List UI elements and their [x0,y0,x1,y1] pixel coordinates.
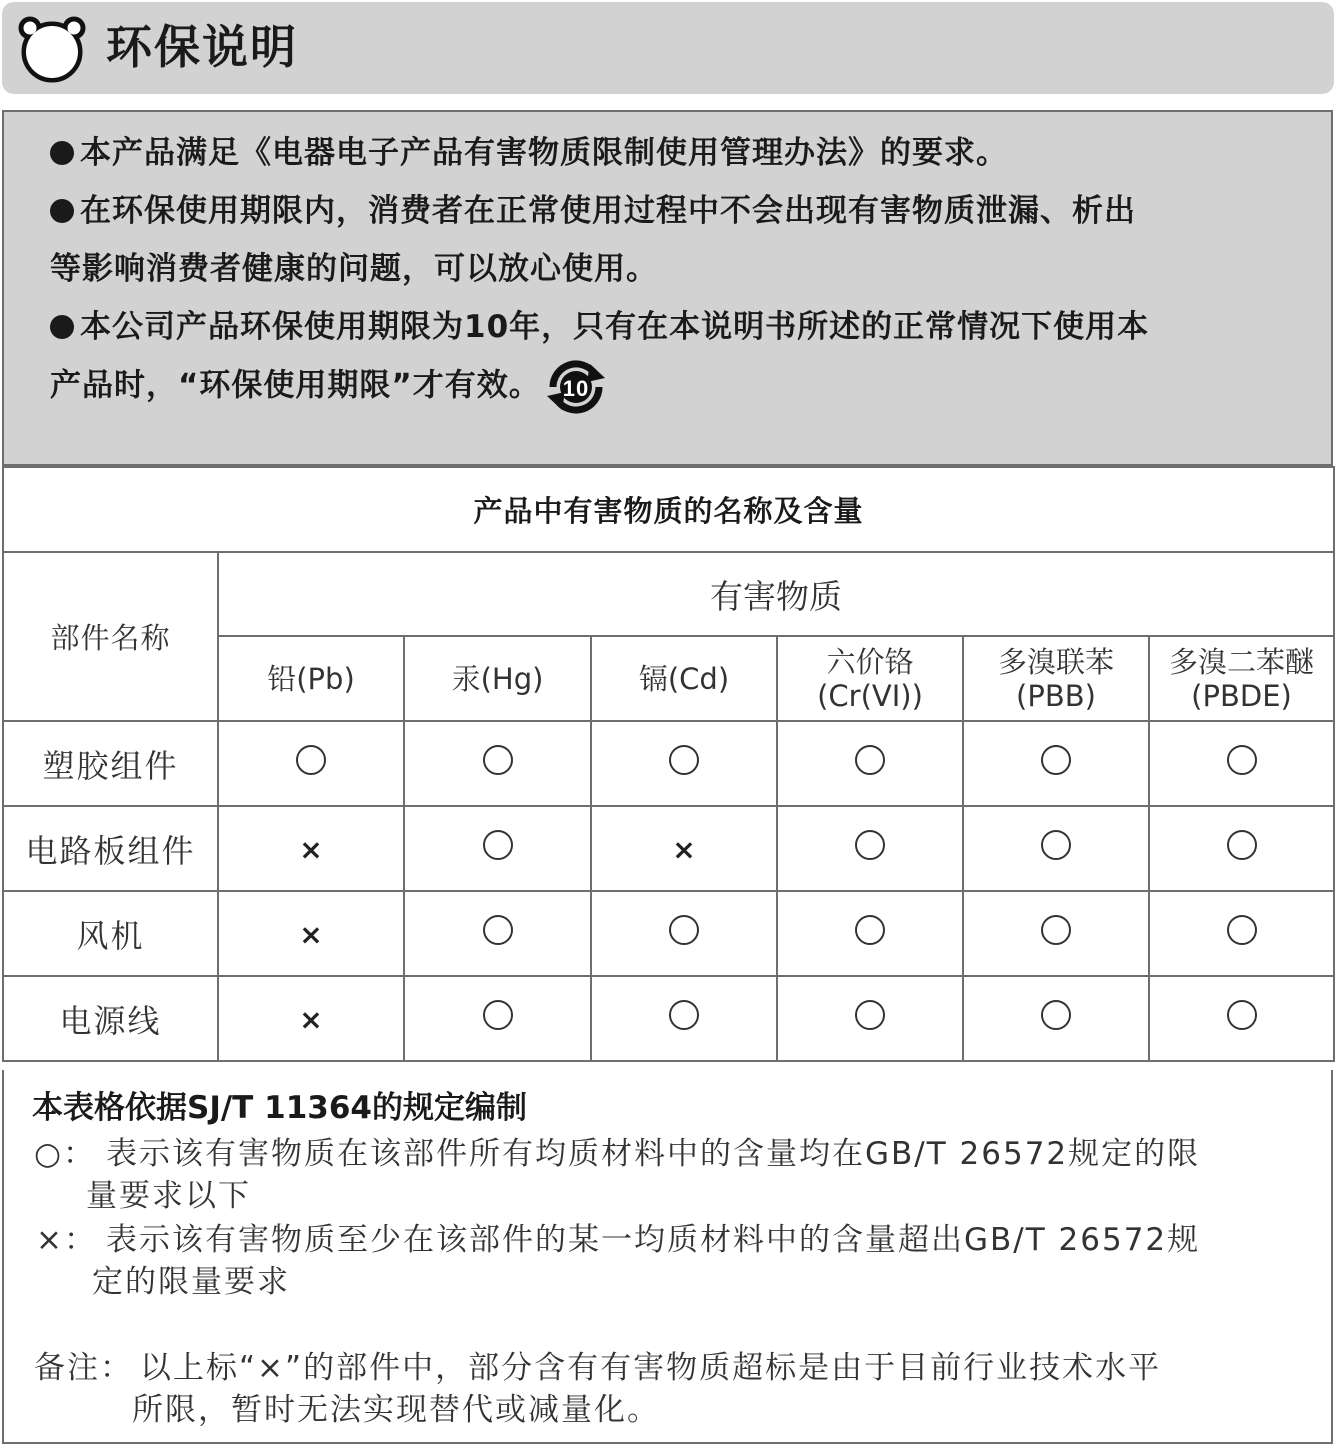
part-name-cell: 电源线 [3,976,218,1061]
substance-name: 多溴二苯醚 [1169,644,1315,679]
mark-cell [404,806,591,891]
mark-cell [218,806,404,891]
compliant-circle-icon [483,830,513,860]
part-name-cell: 电路板组件 [3,806,218,891]
compliant-circle-icon [1041,1000,1071,1030]
part-name-header: 部件名称 [3,552,218,721]
compliant-circle-icon [855,745,885,775]
substance-name: 镉(Cd) [638,661,730,696]
statement-3-cont: 产品时，“环保使用期限”才有效。 10 [50,356,609,418]
statements-panel [2,110,1333,466]
mark-cell [1149,891,1334,976]
compliant-circle-icon [855,1000,885,1030]
mark-cell [963,891,1149,976]
compliant-circle-icon [483,915,513,945]
exceeds-cross-mark: × [299,917,323,951]
bear-face-icon [16,12,88,84]
exceeds-cross-mark: × [299,832,323,866]
compliant-circle-icon [855,915,885,945]
o-description-line1: 表示该有害物质在该部件所有均质材料中的含量均在GB/T 26572规定的限 [106,1136,1201,1172]
table-row [3,721,1334,806]
o-description-line2: 量要求以下 [86,1178,251,1214]
bullet-icon [50,141,74,165]
substance-header-cell [591,636,777,721]
table-row [3,976,1334,1061]
notes-section [2,1070,1333,1444]
mark-cell [218,891,404,976]
mark-cell [591,721,777,806]
remark-line1: 以上标“×”的部件中，部分含有有害物质超标是由于目前行业技术水平 [140,1350,1162,1386]
statement-2-cont: 等影响消费者健康的问题，可以放心使用。 [50,251,658,287]
substance-header-cell [777,636,963,721]
hazard-header: 有害物质 [218,552,1334,636]
mark-cell [591,806,777,891]
x-description-line2: 定的限量要求 [92,1264,290,1300]
substance-header-cell [218,636,404,721]
remark-line2: 所限，暂时无法实现替代或减量化。 [132,1392,660,1428]
substance-header-cell [1149,636,1334,721]
compliant-circle-icon [1041,830,1071,860]
compliant-circle-icon [1227,915,1257,945]
mark-cell [1149,806,1334,891]
mark-cell [591,976,777,1061]
o-symbol: ○： [34,1136,97,1172]
substance-header-cell [404,636,591,721]
table-row [3,891,1334,976]
epup-10-label: 10 [562,376,589,401]
notes-title: 本表格依据SJ/T 11364的规定编制 [32,1090,527,1126]
epup-10-year-icon [543,356,609,418]
compliant-circle-icon [669,1000,699,1030]
table-caption: 产品中有害物质的名称及含量 [3,467,1334,552]
x-description-line1: 表示该有害物质至少在该部件的某一均质材料中的含量超出GB/T 26572规 [106,1222,1201,1258]
mark-cell [963,976,1149,1061]
mark-cell [1149,721,1334,806]
compliant-circle-icon [483,1000,513,1030]
mark-cell [591,891,777,976]
substance-name: 铅(Pb) [267,661,355,696]
x-symbol: ×： [36,1222,97,1258]
substance-symbol: (PBDE) [1191,678,1292,713]
statement-1: 本产品满足《电器电子产品有害物质限制使用管理办法》的要求。 [50,124,1008,182]
mark-cell [777,806,963,891]
substance-symbol: (PBB) [1016,678,1096,713]
mark-cell [404,891,591,976]
statement-2: 在环保使用期限内，消费者在正常使用过程中不会出现有害物质泄漏、析出 [50,182,1136,240]
substance-name: 汞(Hg) [451,661,544,696]
mark-cell [1149,976,1334,1061]
compliant-circle-icon [669,745,699,775]
compliant-circle-icon [296,745,326,775]
hazard-table [2,466,1335,1062]
table-row [3,806,1334,891]
statement-3: 本公司产品环保使用期限为10年，只有在本说明书所述的正常情况下使用本 [50,298,1149,356]
part-name-cell: 塑胶组件 [3,721,218,806]
mark-cell [404,976,591,1061]
substance-symbol: (Cr(VI)) [817,678,923,713]
bullet-icon [50,315,74,339]
compliant-circle-icon [669,915,699,945]
mark-cell [963,721,1149,806]
exceeds-cross-mark: × [299,1002,323,1036]
part-name-cell: 风机 [3,891,218,976]
mark-cell [777,891,963,976]
mark-cell [404,721,591,806]
page-title: 环保说明 [106,20,298,74]
compliant-circle-icon [1041,915,1071,945]
compliant-circle-icon [1041,745,1071,775]
header-bar [2,2,1334,94]
mark-cell [777,976,963,1061]
mark-cell [777,721,963,806]
compliant-circle-icon [483,745,513,775]
compliant-circle-icon [855,830,885,860]
remark-label: 备注： [34,1350,133,1386]
exceeds-cross-mark: × [672,832,696,866]
table-body [3,721,1334,1061]
substance-name: 多溴联苯 [997,644,1114,679]
mark-cell [218,976,404,1061]
bullet-icon [50,199,74,223]
mark-cell [218,721,404,806]
compliant-circle-icon [1227,830,1257,860]
compliant-circle-icon [1227,1000,1257,1030]
mark-cell [963,806,1149,891]
substance-name: 六价铬 [826,644,914,679]
substance-header-cell [963,636,1149,721]
compliant-circle-icon [1227,745,1257,775]
